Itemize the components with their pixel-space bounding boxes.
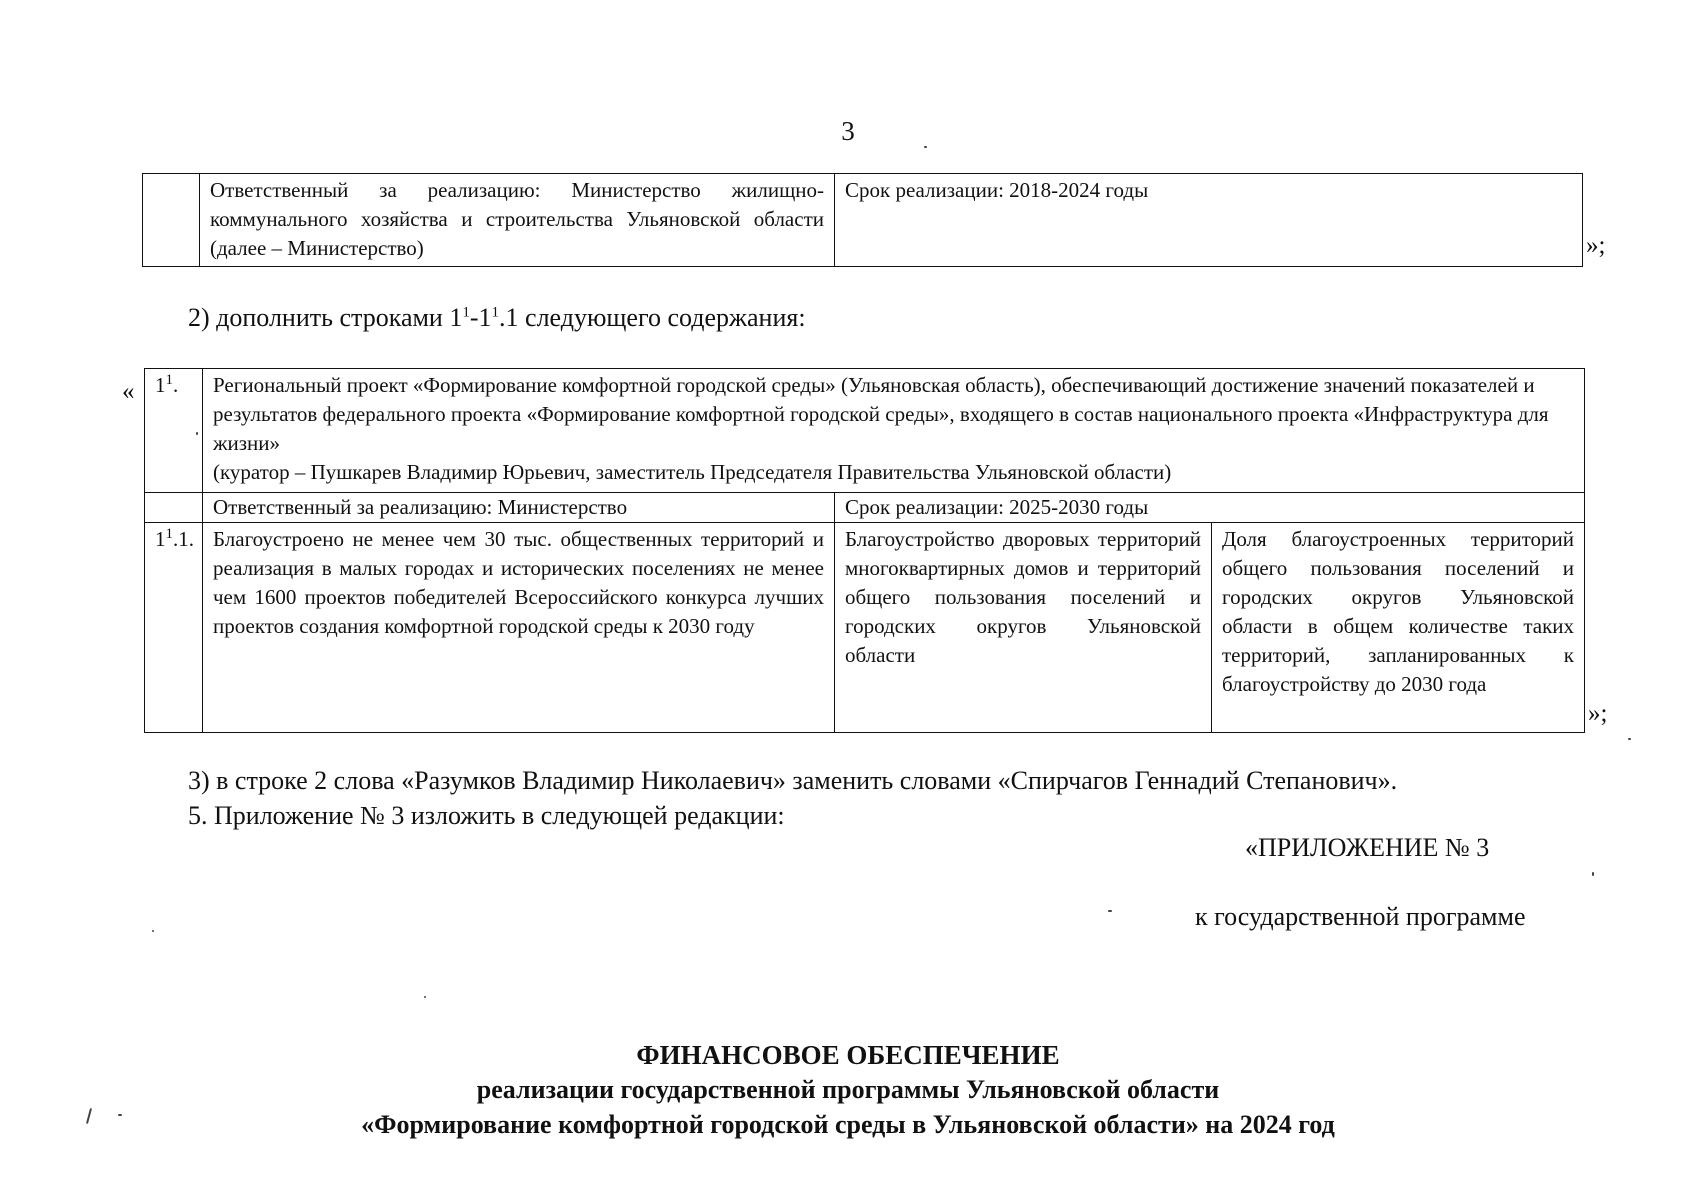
term-cell: Срок реализации: 2018-2024 годы bbox=[835, 174, 1583, 267]
responsible-cell: Ответственный за реализацию: Министерство жилищно-коммунального хозяйства и строительства Ульяновской области (далее – Министерство) bbox=[200, 174, 835, 267]
appendix-title: «ПРИЛОЖЕНИЕ № 3 bbox=[1245, 833, 1490, 862]
superscript: 1 bbox=[491, 304, 500, 321]
responsibility-table bbox=[142, 173, 1583, 267]
scan-speck bbox=[424, 996, 426, 998]
paragraph-5: 5. Приложение № 3 изложить в следующей редакции: bbox=[188, 801, 785, 830]
project-title: Региональный проект «Формирование комфортной городской среды» (Ульяновская область), обеспечивающий достижение значений показателей и результатов федерального проекта «Формирование комфортной городской среды», входящего в состав национального проекта «Инфраструктура для жизни» bbox=[213, 373, 1549, 455]
scan-speck bbox=[196, 432, 198, 435]
activity-cell: Благоустройство дворовых территорий многоквартирных домов и территорий общего пользования поселений и городских округов Ульяновской области bbox=[835, 523, 1212, 733]
row-number-cell bbox=[145, 493, 203, 523]
paragraph-3: 3) в строке 2 слова «Разумков Владимир Николаевич» заменить словами «Спирчагов Геннадий Степанович». bbox=[188, 766, 1398, 795]
opening-quote: « bbox=[122, 378, 135, 405]
heading-title: ФИНАНСОВОЕ ОБЕСПЕЧЕНИЕ bbox=[636, 1040, 1060, 1070]
appendix-subtitle: к государственной программе bbox=[1195, 902, 1526, 931]
paragraph-2 bbox=[188, 302, 806, 334]
row-number-cell: $1^1$. bbox=[145, 369, 203, 493]
closing-quote: »; bbox=[1588, 700, 1608, 727]
table-row bbox=[145, 369, 1585, 493]
heading-subtitle: реализации государственной программы Ульяновской области bbox=[476, 1075, 1220, 1104]
scan-speck bbox=[1592, 872, 1594, 876]
project-curator: (куратор – Пушкарев Владимир Юрьевич, заместитель Председателя Правительства Ульяновской области) bbox=[213, 460, 1172, 484]
scan-speck bbox=[118, 1114, 122, 1116]
row-number-cell: $1^1.1$. bbox=[145, 523, 203, 733]
scan-speck bbox=[1628, 738, 1631, 740]
term-cell: Срок реализации: 2025-2030 годы bbox=[835, 493, 1585, 523]
superscript: 1 bbox=[462, 304, 470, 321]
table-row bbox=[145, 493, 1585, 523]
indicator-cell: Доля благоустроенных территорий общего пользования поселений и городских округов Ульяновской области в общем количестве таких территорий, запланированных к благоустройству до 2030 года bbox=[1212, 523, 1585, 733]
paragraph-2-text: -1 bbox=[469, 303, 492, 332]
table-row bbox=[143, 174, 1583, 267]
scan-speck bbox=[924, 146, 927, 148]
paragraph-2-text: .1 следующего содержания: bbox=[499, 303, 806, 332]
regional-project-table bbox=[144, 368, 1585, 733]
number-cell bbox=[143, 174, 200, 267]
result-cell: Благоустроено не менее чем 30 тыс. общественных территорий и реализация в малых городах и исторических поселениях не менее чем 1600 проектов победителей Всероссийского конкурса лучших проектов создания комфортной городской среды к 2030 году bbox=[203, 523, 835, 733]
page-number: 3 bbox=[841, 116, 855, 146]
paragraph-2-text: 2) дополнить строками 1 bbox=[188, 303, 463, 332]
closing-quote: »; bbox=[1586, 232, 1606, 259]
scan-speck bbox=[1108, 910, 1112, 912]
responsible-cell: Ответственный за реализацию: Министерство bbox=[203, 493, 835, 523]
table-row bbox=[145, 523, 1585, 733]
project-description-cell bbox=[203, 369, 1585, 493]
heading-subtitle: «Формирование комфортной городской среды в Ульяновской области» на 2024 год bbox=[361, 1110, 1335, 1139]
scan-speck bbox=[152, 930, 154, 932]
